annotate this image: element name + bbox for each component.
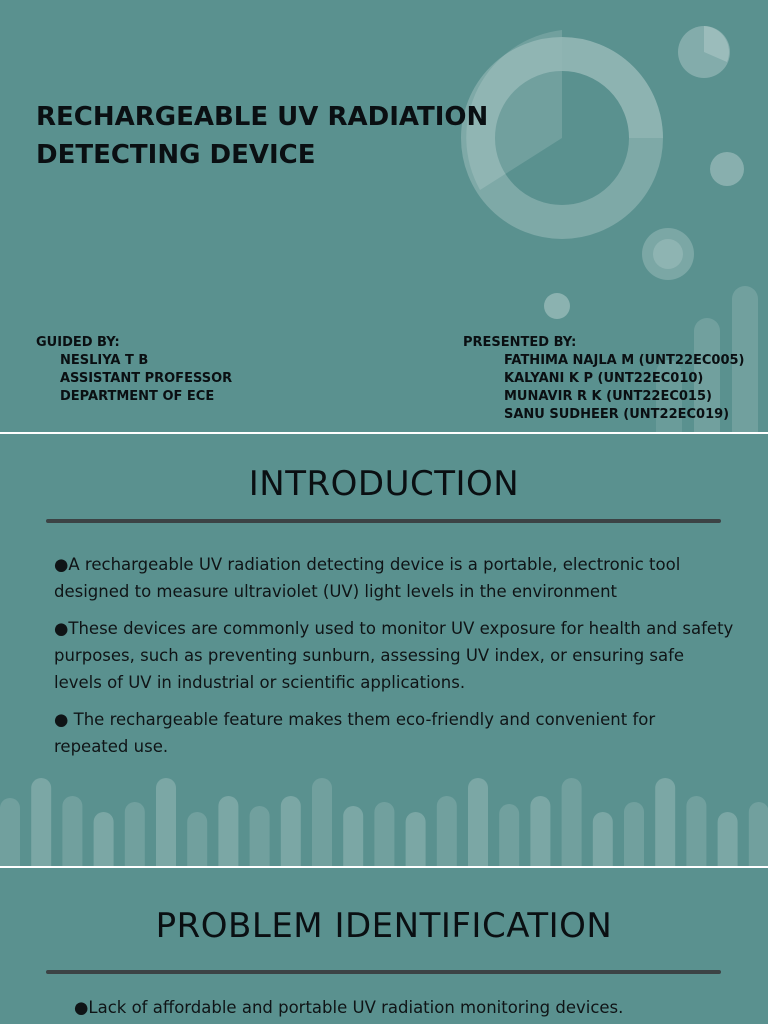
decorative-bar [562,778,582,866]
guided-by-block [36,334,232,406]
decorative-bar [468,778,488,866]
small-circle-3-inner [653,239,683,269]
guide-department: DEPARTMENT OF ECE [60,389,215,404]
decorative-bar [281,796,301,866]
donut-segment-1 [562,54,646,138]
decorative-bar [312,778,332,866]
problem-slide [0,868,768,1024]
decorative-bar [655,778,675,866]
presented-by-block [463,334,745,424]
decorative-bar [94,812,114,866]
decorative-bar [530,796,550,866]
decorative-bar [718,812,738,866]
decorative-bar [187,812,207,866]
decorative-bar [31,778,51,866]
presenter-name: SANU SUDHEER (UNT22EC019) [504,407,730,422]
decorative-bar [62,796,82,866]
small-circle-2 [710,152,744,186]
decorative-bar [686,796,706,866]
bullet-point: ●These devices are commonly used to monitor UV exposure for health and safety purposes, such as preventing sunburn, assessing UV index, or ensuring safe levels of UV in industrial or scientific applications. [54,619,734,692]
slide-title: RECHARGEABLE UV RADIATION DETECTING DEVICE [36,102,489,170]
decorative-bar [343,806,363,866]
decorative-bar [250,806,270,866]
bullet-point: ●A rechargeable UV radiation detecting device is a portable, electronic tool designed to measure ultraviolet (UV) light levels in the environment [54,555,681,601]
heading-underline [46,970,721,974]
problem-heading: PROBLEM IDENTIFICATION [155,906,613,946]
bullet-point: ●Lack of affordable and portable UV radiation monitoring devices. [74,998,624,1017]
bullet-point: ● The rechargeable feature makes them eco-friendly and convenient for repeated use. [54,710,656,756]
guided-by-label: GUIDED BY: [36,335,120,350]
decorative-bar [0,798,20,866]
problem-points [74,994,754,1024]
presenter-name: MUNAVIR R K (UNT22EC015) [504,389,712,404]
presenter-name: FATHIMA NAJLA M (UNT22EC005) [504,353,745,368]
introduction-slide [0,434,768,866]
guide-name: NESLIYA T B [60,353,149,368]
presented-by-label: PRESENTED BY: [463,335,577,350]
introduction-heading: INTRODUCTION [248,464,520,504]
decorative-bar [156,778,176,866]
decorative-bar [749,802,768,866]
guide-role: ASSISTANT PROFESSOR [60,371,233,386]
presenter-name: KALYANI K P (UNT22EC010) [504,371,704,386]
decorative-bar [624,802,644,866]
decorative-bar [125,802,145,866]
decorative-bar [499,804,519,866]
title-slide [0,0,768,432]
decorative-bar-row [0,434,768,866]
decorative-bar [374,802,394,866]
decorative-bar [593,812,613,866]
decorative-bar [218,796,238,866]
small-circle-4 [544,293,570,319]
decorative-bar [437,796,457,866]
decorative-bar [406,812,426,866]
